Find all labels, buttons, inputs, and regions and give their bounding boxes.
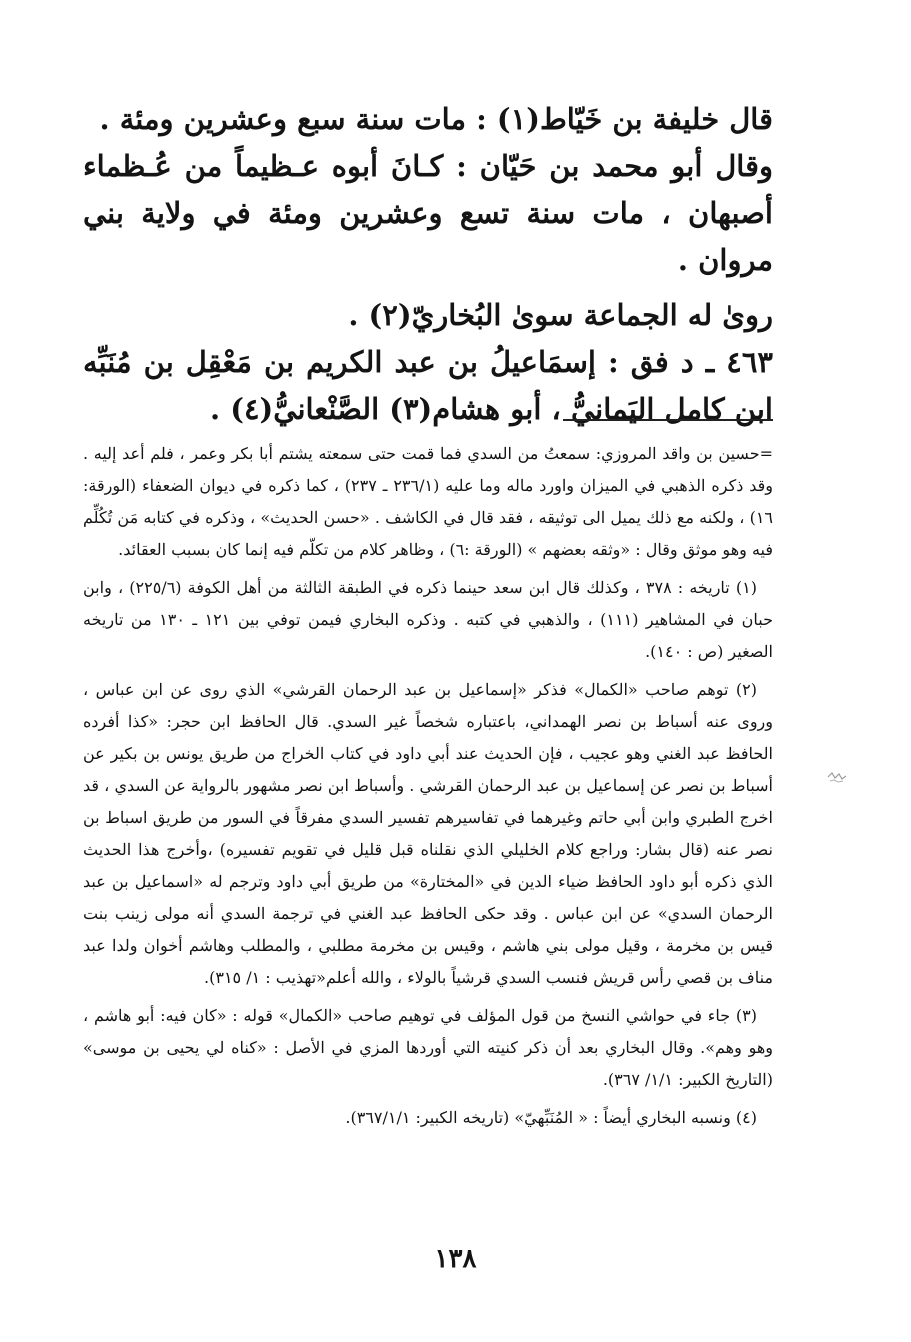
main-paragraph-hayyan: وقال أبو محمد بن حَيّان : كـانَ أبوه عـظيماً من عُـظماء أصبهان ، مات سنة تسع وعشرين ومئة في ولاية بني مروان . <box>83 149 773 277</box>
footnote-continuation: =حسين بن واقد المروزي: سمعتُ من السدي فما قمت حتى سمعته يشتم أبا بكر وعمر ، فلم أعد إليه . وقد ذكره الذهبي في الميزان واورد ماله وما عليه (٢٣٦/١ ـ ٢٣٧) ، كما ذكره في ديوان الضعفاء (الورقة: ١٦) ، ولكنه مع ذلك يميل الى توثيقه ، فقد قال في الكاشف . «حسن الحديث» ، وذكره في كتابه مَن تُكُلِّم فيه وهو موثق وقال : «وثقه بعضهم » (الورقة :٦) ، وظاهر كلام من تكلّم فيه إنما كان بسبب العقائد. <box>83 444 773 559</box>
main-line-narration: رویٰ له الجماعة سویٰ البُخاريّ(٢) . <box>348 298 773 332</box>
footnote-separator <box>563 419 773 421</box>
footnote-3: (٣) جاء في حواشي النسخ من قول المؤلف في توهيم صاحب «الكمال» قوله : «كان فيه: أبو هاشم ، وهو وهم». وقال البخاري بعد أن ذكر كنيته التي أوردها المزي في الأصل : «كناه لي يحيى بن موسى» (التاريخ الكبير: ١/١/ ٣٦٧). <box>83 1006 773 1089</box>
main-text <box>83 96 773 433</box>
footnote-4: (٤) ونسبه البخاري أيضاً : « المُنَبِّهيّ» (تاريخه الكبير: ٣٦٧/١/١). <box>345 1108 757 1127</box>
main-line-khalifa: قال خليفة بن خَيّاط(١) : مات سنة سبع وعشرين ومئة . <box>99 102 773 136</box>
scan-speck-mark <box>826 770 848 784</box>
footnote-2: (٢) توهم صاحب «الكمال» فذكر «إسماعيل بن عبد الرحمان القرشي» الذي روى عن ابن عباس ، وروى عنه أسباط بن نصر الهمداني، باعتباره شخصاً غير السدي. قال الحافظ ابن حجر: «كذا أفرده الحافظ عبد الغني وهو عجيب ، فإن الحديث عند أبي داود في كتاب الخراج من طريق يونس بن بكير عن أسباط بن نصر عن إسماعيل بن عبد الرحمان القرشي . وأسباط ابن نصر مشهور بالرواية عن السدي ، قد اخرج الطبري وابن أبي حاتم وغيرهما في تفاسيرهم تفسير السدي مفرقاً في السور من طريق اسباط بن نصر عنه (قال بشار: وراجع كلام الخليلي الذي نقلناه قبل قليل في تقويم تفسيره) ،وأخرج هذا الحديث الذي ذكره أبو داود الحافظ ضياء الدين في «المختارة» من طريق أبي داود وترجم له «اسماعيل بن عبد الرحمان السدي» عن ابن عباس . وقد حكى الحافظ عبد الغني في ترجمة السدي أنه مولى زينب بنت قيس بن مخرمة ، وقيل مولى بني هاشم ، وقيس بن مخرمة مطلبي ، والمطلب وهاشم أخوان ولدا عبد مناف بن قصي رأس قريش فنسب السدي قرشياً بالولاء ، والله أعلم«تهذيب : ١/ ٣١٥). <box>83 680 774 987</box>
footnotes <box>83 438 773 1134</box>
entry-heading-463: ٤٦٣ ـ د فق : إسمَاعيلُ بن عبد الكريم بن مَعْقِل بن مُنَبِّه ابن كامل اليَمانيُّ ، أبو هشام(٣) الصَّنْعانيُّ(٤) . <box>83 345 773 426</box>
page-number: ١٣٨ <box>434 1244 477 1274</box>
footnote-1: (١) تاريخه : ٣٧٨ ، وكذلك قال ابن سعد حينما ذكره في الطبقة الثالثة من أهل الكوفة (٢٢٥/٦) ، وابن حبان في المشاهير (١١١) ، والذهبي في كتبه . وذكره البخاري فيمن توفي بين ١٢١ ـ ١٣٠ من تاريخه الصغير (ص : ١٤٠). <box>83 578 774 661</box>
